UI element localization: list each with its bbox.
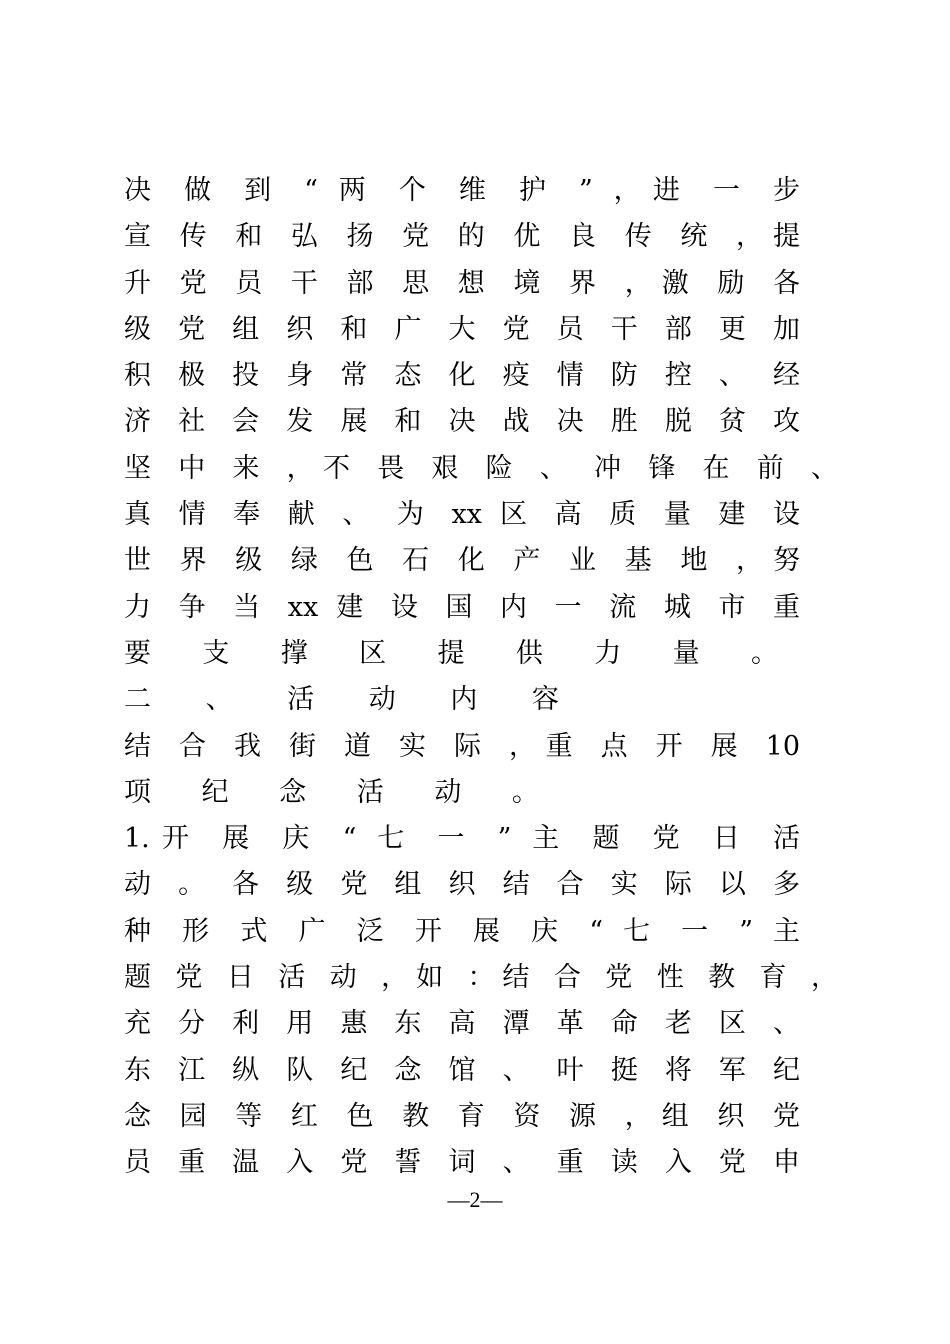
item-heading: 1.开 展 庆 “ 七 一 ” 主 题 党 日 活: [124, 823, 800, 855]
text-line: 宣 传 和 弘 扬 党 的 优 良 传 统 ，提: [124, 221, 800, 253]
text-line: 项 纪 念 活 动 。: [124, 776, 560, 808]
text-line: 济 社 会 发 展 和 决 战 决 胜 脱 贫 攻: [124, 406, 800, 438]
text-line: 题 党 日 活 动 ，如 ：结 合 党 性 教 育 ，: [124, 962, 838, 994]
text-line: 真 情 奉 献 、 为 xx 区 高 质 量 建 设: [124, 499, 800, 531]
text-line: 升 党 员 干 部 思 想 境 界 ，激 励 各: [124, 267, 800, 299]
text-line: 念 园 等 红 色 教 育 资 源 ，组 织 党: [124, 1100, 800, 1132]
text-line: 员 重 温 入 党 誓 词 、 重 读 入 党 申: [124, 1147, 800, 1179]
text-line: 级 党 组 织 和 广 大 党 员 干 部 更 加: [124, 313, 800, 345]
text-line: 充 分 利 用 惠 东 高 潭 革 命 老 区 、: [124, 1008, 800, 1040]
section-heading: 二 、 活 动 内 容: [124, 684, 582, 716]
text-line: 东 江 纵 队 纪 念 馆 、 叶 挺 将 军 纪: [124, 1054, 800, 1086]
text-line: 坚 中 来 ，不 畏 艰 险 、 冲 锋 在 前 、: [124, 452, 838, 484]
text-line: 种 形 式 广 泛 开 展 庆 “ 七 一 ” 主: [124, 915, 800, 947]
text-line: 要 支 撑 区 提 供 力 量 。: [124, 637, 800, 669]
page-number: —2—: [447, 1187, 503, 1212]
text-line: 结 合 我 街 道 实 际 ，重 点 开 展 10: [124, 730, 800, 762]
text-line: 决 做 到 “ 两 个 维 护 ” ，进 一 步: [124, 175, 800, 206]
text-line: 动 。 各 级 党 组 织 结 合 实 际 以 多: [124, 869, 800, 901]
body-text: [124, 168, 838, 1187]
text-line: 世 界 级 绿 色 石 化 产 业 基 地 ，努: [124, 545, 800, 577]
text-line: 积 极 投 身 常 态 化 疫 情 防 控 、 经: [124, 360, 800, 392]
text-line: 力 争 当 xx 建 设 国 内 一 流 城 市 重: [124, 591, 800, 623]
